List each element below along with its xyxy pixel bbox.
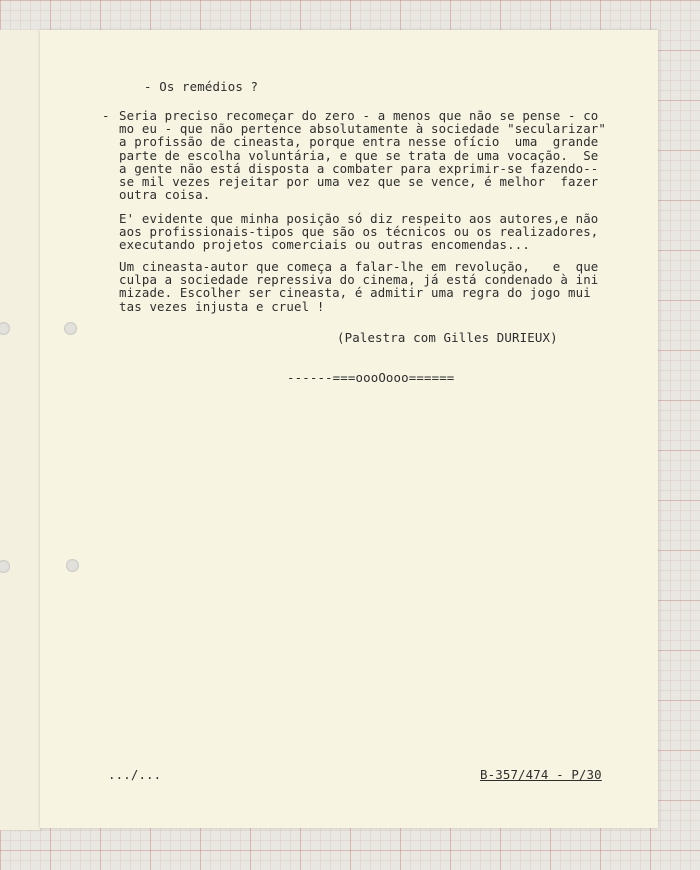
answer-bullet: - xyxy=(102,108,110,123)
page-reference: B-357/474 - P/30 xyxy=(480,767,602,782)
question-heading: - Os remédios ? xyxy=(144,79,259,94)
text-line: tas vezes injusta e cruel ! xyxy=(119,298,325,314)
text-line: se mil vezes rejeitar por uma vez que se vence, é melhor fazer xyxy=(119,174,599,190)
punch-hole-lower xyxy=(66,559,79,572)
text-line: a profissão de cineasta, porque entra nesse ofício uma grande xyxy=(119,134,599,150)
separator-line: ------===oooOooo====== xyxy=(287,370,455,385)
text-line: Um cineasta-autor que começa a falar-lhe em revolução, e que xyxy=(119,259,599,274)
underlying-page-edge xyxy=(0,30,41,830)
continuation-mark: .../... xyxy=(108,767,162,782)
paragraph-2 xyxy=(119,212,598,252)
citation: (Palestra com Gilles DURIEUX) xyxy=(337,330,558,345)
text-line: executando projetos comerciais ou outras encomendas... xyxy=(119,237,530,253)
text-line: E' evidente que minha posição só diz respeito aos autores,e não xyxy=(119,211,599,226)
paragraph-3 xyxy=(119,260,598,313)
paragraph-1 xyxy=(119,109,606,201)
text-line: outra coisa. xyxy=(119,187,211,203)
text-line: aos profissionais-tipos que são os técnicos ou os realizadores, xyxy=(119,224,599,240)
text-line: Seria preciso recomeçar do zero - a menos que não se pense - co xyxy=(119,108,599,123)
text-line: culpa a sociedade repressiva do cinema, já está condenado à ini xyxy=(119,272,599,288)
text-line: mizade. Escolher ser cineasta, é admitir uma regra do jogo mui xyxy=(119,285,591,301)
text-line: a gente não está disposta a combater para exprimir-se fazendo-- xyxy=(119,160,599,176)
document-page xyxy=(40,30,658,828)
punch-hole-upper xyxy=(64,322,77,335)
text-line: mo eu - que não pertence absolutamente à sociedade "secularizar" xyxy=(119,121,607,137)
text-line: parte de escolha voluntária, e que se trata de uma vocação. Se xyxy=(119,147,599,163)
